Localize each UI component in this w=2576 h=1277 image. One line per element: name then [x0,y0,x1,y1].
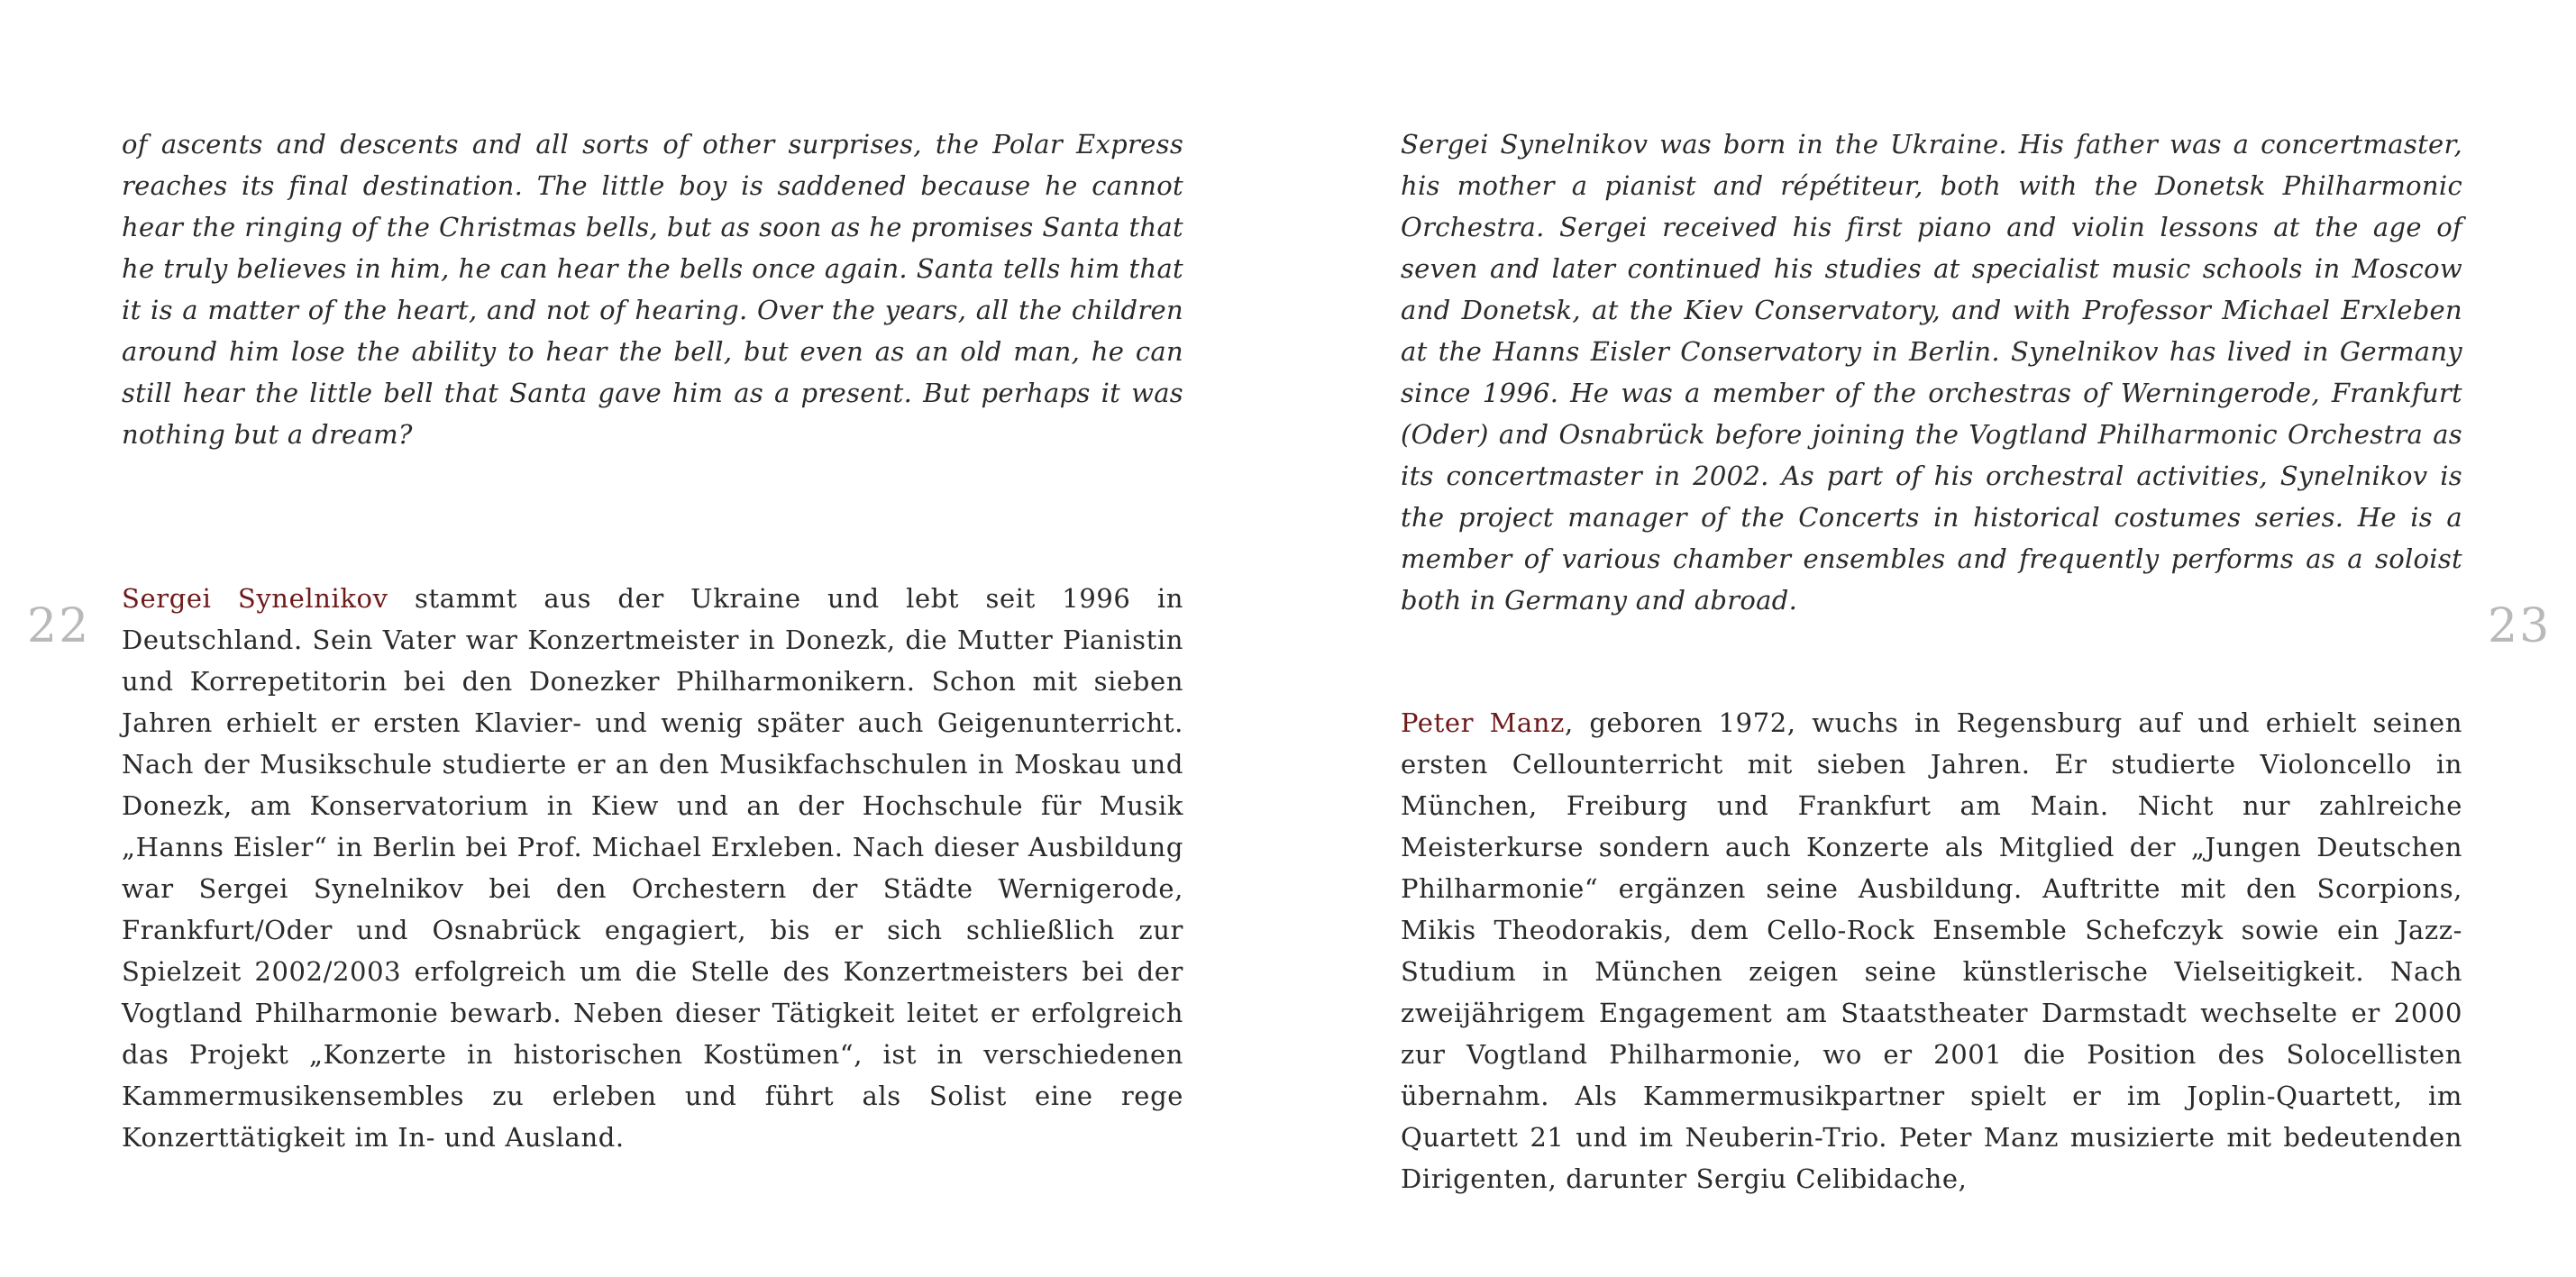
bio-name: Sergei Synelnikov [122,583,388,614]
bio-german-synelnikov [122,578,1183,1158]
bio2-name: Peter Manz [1401,707,1565,738]
bio-german-manz [1401,702,2462,1199]
story-ending-paragraph: of ascents and descents and all sorts of other surprises, the Polar Express reaches its final destination. The little boy is saddened because he cannot hear the ringing of the Christmas bells, but as soon as he promises Santa that he truly believes in him, he can hear the bells once again. Santa tells him that it is a matter of the heart, and not of hearing. Over the years, all the children around him lose the ability to hear the bell, but even as an old man, he can still hear the little bell that Santa gave him as a present. But perhaps it was nothing but a dream? [122,129,1183,450]
bio-text: stammt aus der Ukraine und lebt seit 1996 in Deutschland. Sein Vater war Konzertmeister in Donezk, die Mutter Pianistin und Korrepetitorin bei den Donezker Philharmonikern. Schon mit sieben Jahren erhielt er ersten Klavier- und wenig später auch Geigenunterricht. Nach der Musikschule studierte er an den Musikfachschulen in Moskau und Donezk, am Konservatorium in Kiew und an der Hochschule für Musik „Hanns Eisler“ in Berlin bei Prof. Michael Erxleben. Nach dieser Ausbildung war Sergei Synelnikov bei den Orchestern der Städte Wernigerode, Frankfurt/Oder und Osnabrück engagiert, bis er sich schließlich zur Spielzeit 2002/2003 erfolgreich um die Stelle des Konzertmeisters bei der Vogtland Philharmonie bewarb. Neben dieser Tätigkeit leitet er erfolgreich das Projekt „Konzerte in historischen Kostümen“, ist in verschiedenen Kammermusikensembles zu erleben und führt als Solist eine rege Konzerttätigkeit im In- und Ausland. [122,583,1183,1153]
page-number-right: 23 [2488,599,2552,653]
bio2-text: , geboren 1972, wuchs in Regensburg auf und erhielt seinen ersten Cellounterricht mit sieben Jahren. Er studierte Violoncello in München, Freiburg und Frankfurt am Main. Nicht nur zahlreiche Meisterkurse sondern auch Konzerte als Mitglied der „Jungen Deutschen Philharmonie“ ergänzen seine Ausbildung. Auftritte mit den Scorpions, Mikis Theodorakis, dem Cello-Rock Ensemble Schefczyk sowie ein Jazz-Studium in München zeigen seine künstlerische Vielseitigkeit. Nach zweijährigem Engagement am Staatstheater Darmstadt wechselte er 2000 zur Vogtland Philharmonie, wo er 2001 die Position des Solocellisten übernahm. Als Kammermusikpartner spielt er im Joplin-Quartett, im Quartett 21 und im Neuberin-Trio. Peter Manz musizierte mit bedeutenden Dirigenten, darunter Sergiu Celibidache, [1401,707,2462,1194]
page-number-left: 22 [27,599,91,653]
bio-english-synelnikov: Sergei Synelnikov was born in the Ukraine. His father was a concertmaster, his mother a pianist and répétiteur, both with the Donetsk Philharmonic Orchestra. Sergei received his first piano and violin lessons at the age of seven and later continued his studies at specialist music schools in Moscow and Donetsk, at the Kiev Conservatory, and with Professor Michael Erxleben at the Hanns Eisler Conservatory in Berlin. Synelnikov has lived in Germany since 1996. He was a member of the orchestras of Werningerode, Frankfurt (Oder) and Osnabrück before joining the Vogtland Philharmonic Orchestra as its concertmaster in 2002. As part of his orchestral activities, Synelnikov is the project manager of the Concerts in historical costumes series. He is a member of various chamber ensembles and frequently performs as a soloist both in Germany and abroad. [1401,129,2462,616]
